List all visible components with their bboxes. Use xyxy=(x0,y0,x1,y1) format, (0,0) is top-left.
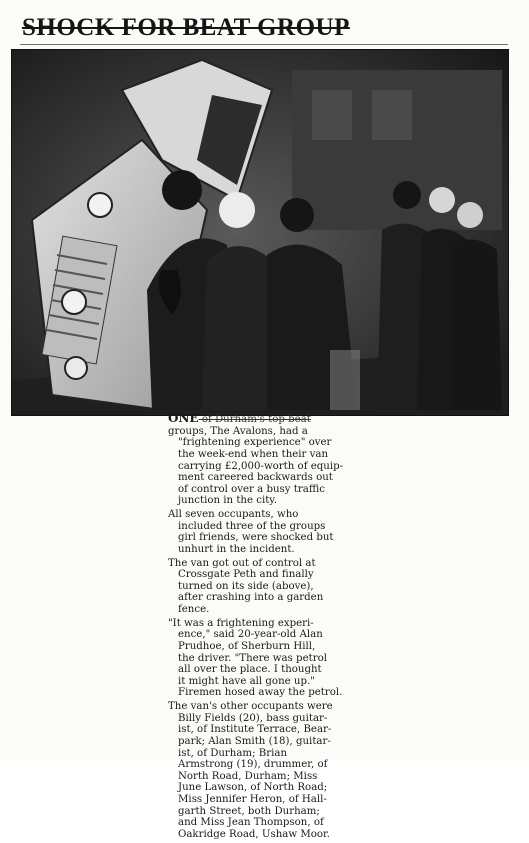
headline: SHOCK FOR BEAT GROUP xyxy=(22,14,350,41)
article-line: ist, of Durham; Brian xyxy=(178,747,288,759)
article-line: "It was a frightening experi- xyxy=(168,617,314,629)
article-line: groups, The Avalons, had a xyxy=(168,425,308,437)
news-photo-overturned-van xyxy=(11,49,509,416)
article-line: carrying £2,000-worth of equip- xyxy=(178,460,344,472)
article-paragraph xyxy=(168,509,355,556)
article-line: it might have all gone up." xyxy=(178,675,315,687)
article-line: Miss Jennifer Heron, of Hall- xyxy=(178,794,327,806)
photo-illustration xyxy=(12,50,508,415)
article-line: girl friends, were shocked but xyxy=(178,532,334,544)
article-paragraph xyxy=(168,426,355,507)
article-line: of control over a busy traffic xyxy=(178,483,326,495)
article-line: ist, of Institute Terrace, Bear- xyxy=(178,724,332,736)
article-line: Oakridge Road, Ushaw Moor. xyxy=(178,828,331,840)
article-line: ment careered backwards out xyxy=(178,472,333,484)
article-line: Prudhoe, of Sherburn Hill, xyxy=(178,640,316,652)
article-line: turned on its side (above), xyxy=(178,580,314,592)
article-line: fence. xyxy=(178,604,210,616)
article-line: Crossgate Peth and finally xyxy=(178,569,314,581)
article-line: park; Alan Smith (18), guitar- xyxy=(178,735,331,747)
article-paragraph xyxy=(168,701,355,841)
article-paragraphs xyxy=(168,426,355,841)
article-line: Armstrong (19), drummer, of xyxy=(178,759,328,771)
article-line: North Road, Durham; Miss xyxy=(178,770,318,782)
article-line: unhurt in the incident. xyxy=(178,543,295,555)
article-line: after crashing into a garden xyxy=(178,592,324,604)
article-line: the driver. "There was petrol xyxy=(178,652,327,664)
article-line: Firemen hosed away the petrol. xyxy=(178,687,343,699)
article-line: The van got out of control at xyxy=(168,557,316,569)
article-body xyxy=(168,411,355,843)
article-line: The van's other occupants were xyxy=(168,701,333,713)
article-line: "frightening experience" over xyxy=(178,437,332,449)
article-line: included three of the groups xyxy=(178,520,326,532)
article-line: the week-end when their van xyxy=(178,448,329,460)
article-line: June Lawson, of North Road; xyxy=(178,782,328,794)
article-paragraph xyxy=(168,618,355,699)
article-line: All seven occupants, who xyxy=(168,509,299,521)
article-line: all over the place. I thought xyxy=(178,664,322,676)
article-line: Billy Fields (20), bass guitar- xyxy=(178,712,328,724)
lead-word: ONE xyxy=(168,411,199,425)
article-lead-line xyxy=(168,412,355,426)
article-line: junction in the city. xyxy=(178,495,277,507)
lead-rest: of Durham's top beat xyxy=(198,414,311,425)
article-line: ence," said 20-year-old Alan xyxy=(178,629,323,641)
article-line: garth Street, both Durham; xyxy=(178,805,320,817)
headline-rule xyxy=(20,44,508,45)
article-paragraph xyxy=(168,558,355,616)
article-line: and Miss Jean Thompson, of xyxy=(178,817,324,829)
